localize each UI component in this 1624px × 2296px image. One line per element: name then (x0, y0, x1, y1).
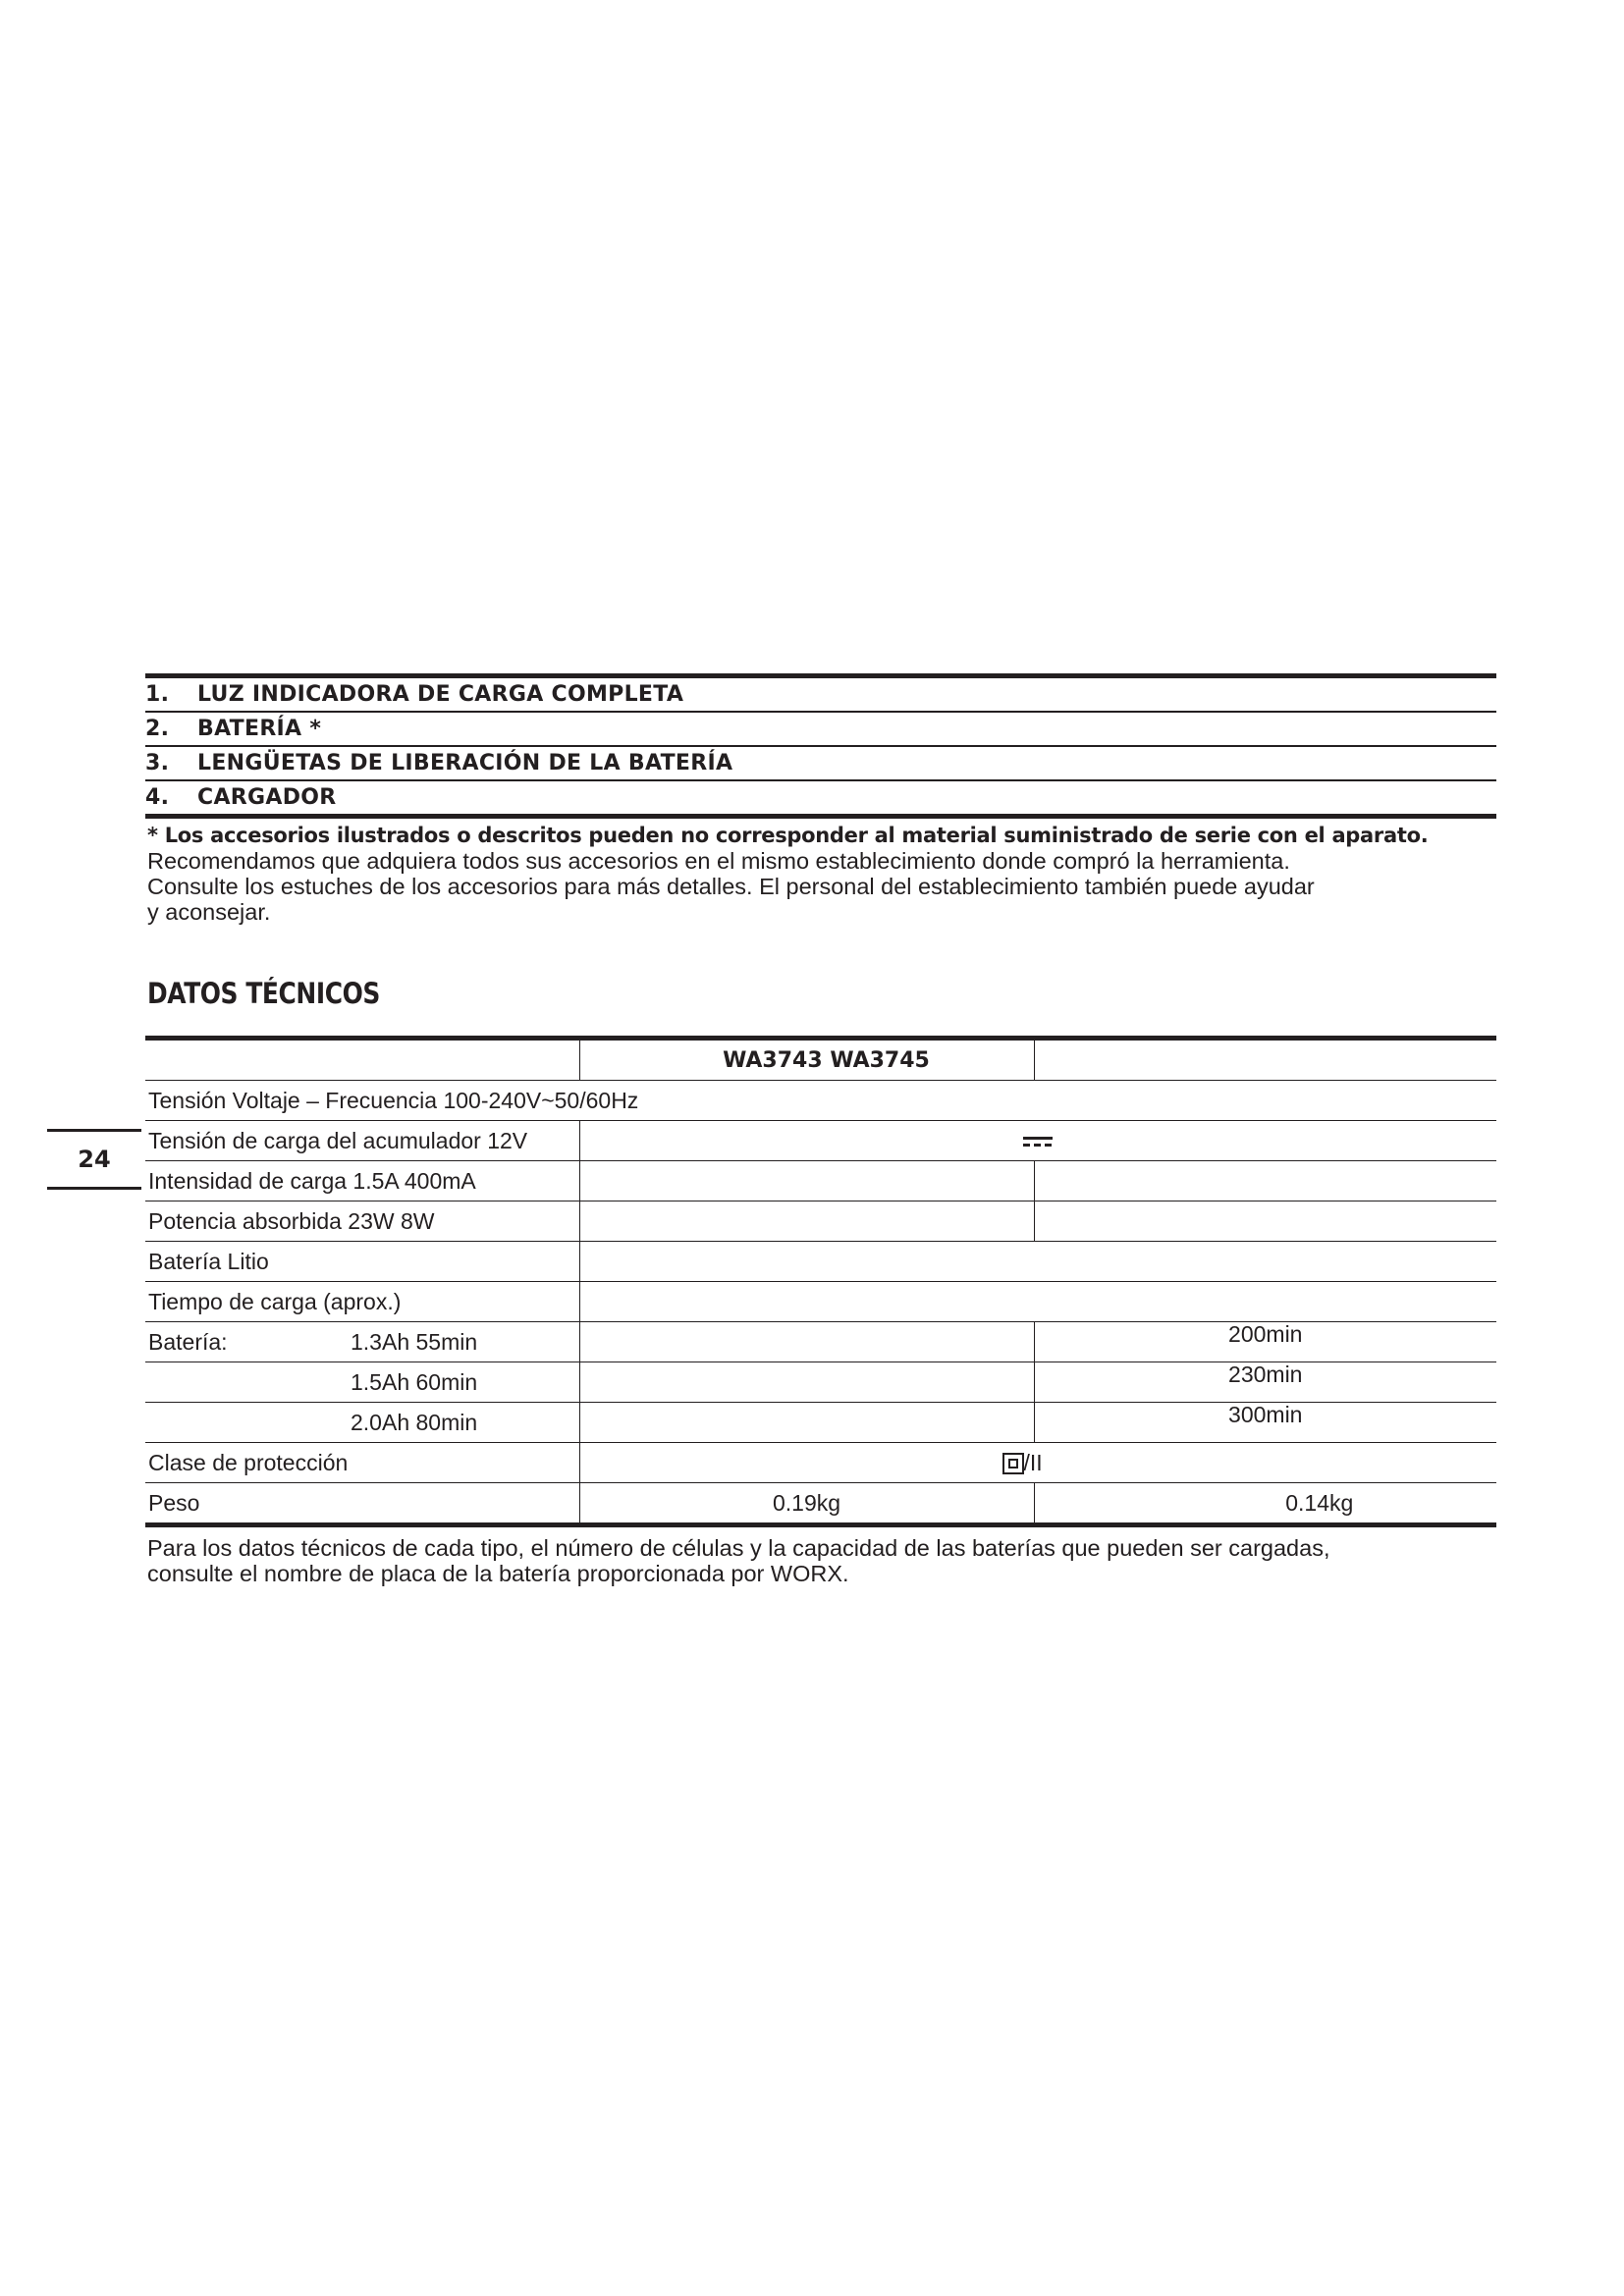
footnote-line: consulte el nombre de placa de la batería proporcionada por WORX. (147, 1561, 849, 1586)
empty-cell (579, 1362, 1034, 1403)
part-item (145, 747, 1496, 781)
table-row (145, 1242, 1496, 1282)
table-row (145, 1282, 1496, 1322)
battery-capacity: 2.0Ah 80min (351, 1409, 478, 1435)
charge-time-value: 300min (1228, 1401, 1303, 1427)
part-number: 1. (145, 682, 170, 707)
empty-cell (579, 1242, 1496, 1282)
table-row (145, 1322, 1496, 1362)
charge-time-label: Tiempo de carga (aprox.) (145, 1282, 579, 1322)
battery-cell (145, 1362, 579, 1403)
weight-value-1: 0.19kg (579, 1483, 1034, 1525)
note-line: y aconsejar. (147, 899, 271, 925)
part-number: 4. (145, 785, 170, 810)
empty-cell (1034, 1161, 1496, 1201)
part-label: BATERÍA * (197, 717, 322, 741)
parts-list (145, 673, 1496, 819)
empty-cell (579, 1403, 1034, 1443)
table-row (145, 1443, 1496, 1483)
table-row (145, 1121, 1496, 1161)
charge-time-value: 200min (1228, 1320, 1303, 1347)
section-title: DATOS TÉCNICOS (147, 977, 380, 1010)
battery-type-label: Batería Litio (145, 1242, 579, 1282)
empty-cell (579, 1201, 1034, 1242)
part-label: LUZ INDICADORA DE CARGA COMPLETA (197, 682, 684, 707)
charge-time-cell (1034, 1362, 1496, 1403)
empty-cell (1034, 1201, 1496, 1242)
page-number-block (47, 1129, 141, 1190)
header-empty-cell (1034, 1039, 1496, 1081)
empty-cell (579, 1322, 1034, 1362)
double-insulation-icon (1002, 1453, 1024, 1474)
battery-cell (145, 1322, 579, 1362)
specs-header-row (145, 1039, 1496, 1081)
header-empty-cell (145, 1039, 579, 1081)
table-row (145, 1081, 1496, 1121)
part-item (145, 713, 1496, 747)
charge-current-label: Intensidad de carga 1.5A 400mA (145, 1161, 579, 1201)
part-number: 3. (145, 751, 170, 775)
technical-footnote (147, 1535, 1502, 1586)
empty-cell (579, 1282, 1496, 1322)
protection-cell (579, 1443, 1496, 1483)
header-models: WA3743 WA3745 (579, 1039, 1034, 1081)
protection-value: /II (1023, 1449, 1043, 1475)
table-row (145, 1201, 1496, 1242)
table-row (145, 1161, 1496, 1201)
battery-capacity: 1.5Ah 60min (351, 1368, 478, 1395)
part-item (145, 781, 1496, 814)
part-item (145, 678, 1496, 713)
accessories-disclaimer: * Los accesorios ilustrados o descritos pueden no corresponder al material suministrado de serie con el aparato. (147, 824, 1429, 847)
specs-table (145, 1036, 1496, 1527)
protection-label: Clase de protección (145, 1443, 579, 1483)
battery-cell (145, 1403, 579, 1443)
part-label: CARGADOR (197, 785, 337, 810)
dc-symbol-cell (579, 1121, 1496, 1161)
page-number: 24 (78, 1146, 111, 1173)
note-line: Consulte los estuches de los accesorios para más detalles. El personal del establecimiento también puede ayudar (147, 874, 1315, 899)
charge-time-value: 230min (1228, 1361, 1303, 1387)
dc-current-icon (1023, 1137, 1053, 1147)
table-row (145, 1362, 1496, 1403)
charge-voltage-label: Tensión de carga del acumulador 12V (145, 1121, 579, 1161)
table-row (145, 1403, 1496, 1443)
battery-label: Batería: (148, 1328, 228, 1355)
footnote-line: Para los datos técnicos de cada tipo, el número de células y la capacidad de las baterías que pueden ser cargadas, (147, 1535, 1330, 1561)
weight-label: Peso (145, 1483, 579, 1525)
battery-capacity: 1.3Ah 55min (351, 1328, 478, 1355)
note-line: Recomendamos que adquiera todos sus accesorios en el mismo establecimiento donde compró la herramienta. (147, 848, 1290, 874)
power-label: Potencia absorbida 23W 8W (145, 1201, 579, 1242)
page-number-bottom-rule (47, 1187, 141, 1190)
weight-value-2: 0.14kg (1034, 1483, 1496, 1525)
accessories-note (147, 823, 1502, 925)
voltage-label: Tensión Voltaje – Frecuencia 100-240V~50/60Hz (145, 1081, 1496, 1121)
table-row (145, 1483, 1496, 1525)
charge-time-cell (1034, 1322, 1496, 1362)
empty-cell (579, 1161, 1034, 1201)
part-label: LENGÜETAS DE LIBERACIÓN DE LA BATERÍA (197, 751, 733, 775)
part-number: 2. (145, 717, 170, 741)
charge-time-cell (1034, 1403, 1496, 1443)
